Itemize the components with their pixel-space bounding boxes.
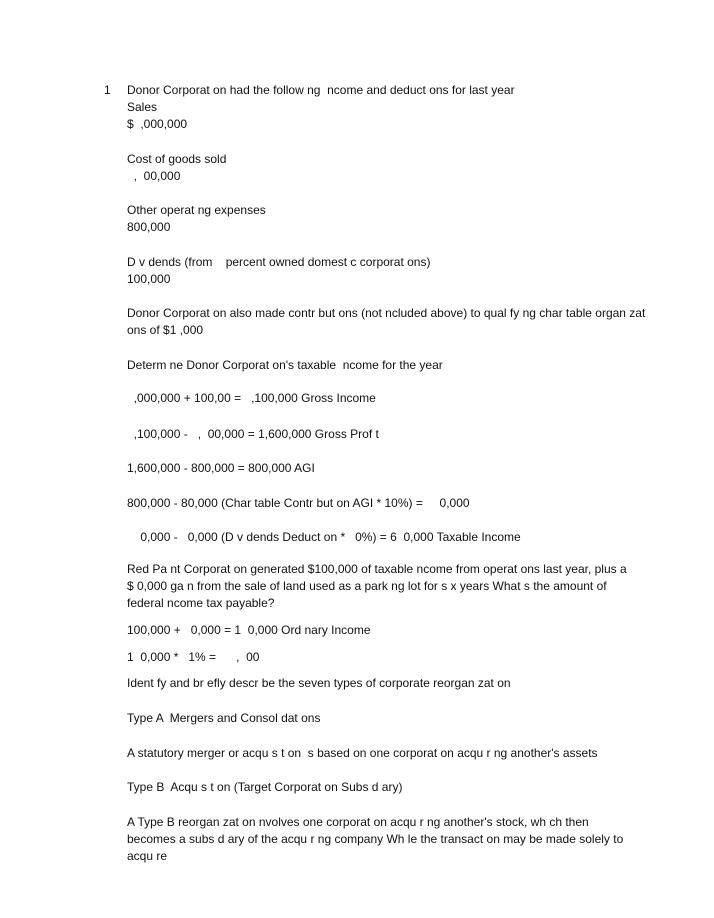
opex-label: Other operat ng expenses bbox=[127, 203, 266, 217]
question-number: 1 bbox=[104, 83, 111, 97]
dividends-value: 100,000 bbox=[127, 272, 171, 286]
sales-label: Sales bbox=[127, 100, 158, 114]
type-a-title: Type A Mergers and Consol dat ons bbox=[127, 711, 321, 725]
calc-agi: 1,600,000 - 800,000 = 800,000 AGI bbox=[127, 461, 315, 475]
cogs-label: Cost of goods sold bbox=[127, 152, 227, 166]
calc-gross-profit: ,100,000 - , 00,000 = 1,600,000 Gross Prof t bbox=[127, 427, 379, 441]
identify-instruction: Ident fy and br efly descr be the seven types of corporate reorgan zat on bbox=[127, 676, 511, 690]
calc-taxable-income: 0,000 - 0,000 (D v dends Deduct on * 0%) = 6 0,000 Taxable Income bbox=[127, 530, 521, 544]
dividends-label: D v dends (from percent owned domest c corporat ons) bbox=[127, 255, 431, 269]
calc-tax: 1 0,000 * 1% = , 00 bbox=[127, 650, 260, 664]
determine-instruction: Determ ne Donor Corporat on's taxable ncome for the year bbox=[127, 358, 443, 372]
opex-value: 800,000 bbox=[127, 220, 171, 234]
calc-charitable: 800,000 - 80,000 (Char table Contr but on AGI * 10%) = 0,000 bbox=[127, 496, 470, 510]
type-b-title: Type B Acqu s t on (Target Corporat on Subs d ary) bbox=[127, 780, 403, 794]
redpaint-paragraph: Red Pa nt Corporat on generated $100,000 of taxable ncome from operat ons last year, plus a $ 0,000 ga n from the sale of land used as a park ng lot for s x years What s the amount of federal ncome tax payable? bbox=[127, 562, 627, 610]
question-intro: Donor Corporat on had the follow ng ncome and deduct ons for last year bbox=[127, 83, 515, 97]
cogs-value: , 00,000 bbox=[127, 169, 181, 183]
calc-gross-income: ,000,000 + 100,00 = ,100,000 Gross Income bbox=[127, 391, 376, 405]
type-b-description: A Type B reorgan zat on nvolves one corporat on acqu r ng another's stock, wh ch then becomes a subs d ary of the acqu r ng company Wh le the transact on may be made solely to acqu re bbox=[127, 815, 624, 863]
sales-value: $ ,000,000 bbox=[127, 117, 188, 131]
contributions-paragraph: Donor Corporat on also made contr but ons (not ncluded above) to qual fy ng char table organ zat ons of $1 ,000 bbox=[127, 306, 646, 337]
type-a-description: A statutory merger or acqu s t on s based on one corporat on acqu r ng another's assets bbox=[127, 746, 598, 760]
calc-ordinary-income: 100,000 + 0,000 = 1 0,000 Ord nary Income bbox=[127, 623, 371, 637]
